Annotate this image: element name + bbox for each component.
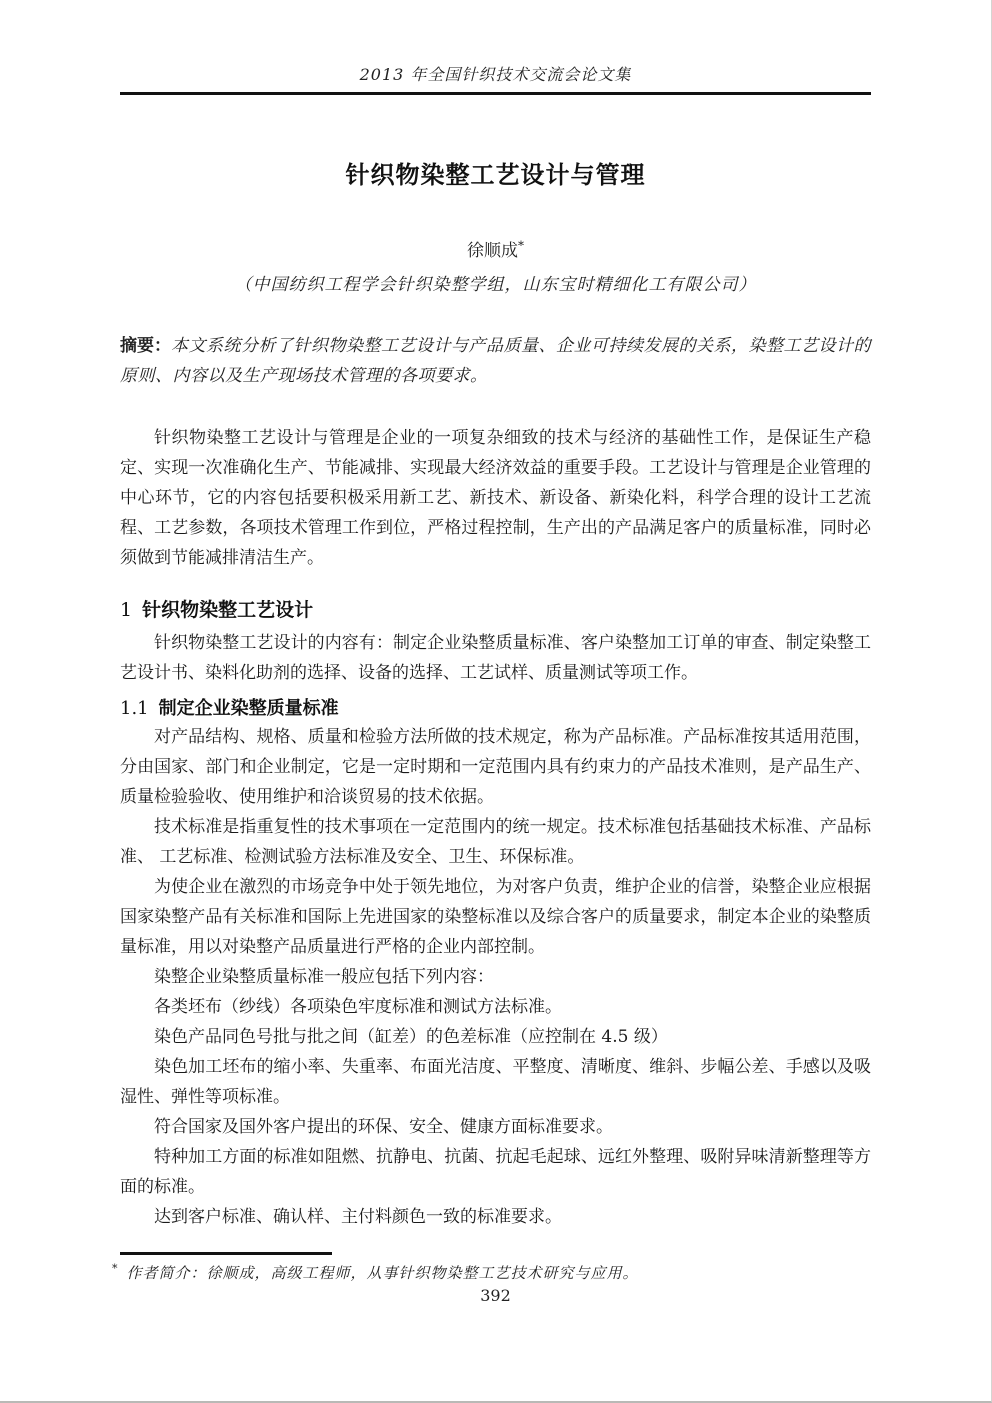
- section-1-number: 1: [120, 599, 133, 621]
- body-paragraph: 染色加工坯布的缩小率、失重率、布面光洁度、平整度、清晰度、维斜、步幅公差、手感以及吸湿性、弹性等项标准。: [120, 1057, 871, 1107]
- body-paragraph: 符合国家及国外客户提出的环保、安全、健康方面标准要求。: [154, 1117, 613, 1137]
- section-1-title: 针织物染整工艺设计: [142, 599, 314, 621]
- affiliation: （中国纺织工程学会针织染整学组，山东宝时精细化工有限公司）: [234, 275, 757, 295]
- section-1-lead-paragraph: 针织物染整工艺设计的内容有：制定企业染整质量标准、客户染整加工订单的审查、制定染整工艺设计书、染料化助剂的选择、设备的选择、工艺试样、质量测试等项工作。: [120, 633, 871, 683]
- author-footnote-mark: *: [518, 238, 524, 253]
- intro-paragraph: 针织物染整工艺设计与管理是企业的一项复杂细致的技术与经济的基础性工作，是保证生产稳定、实现一次准确化生产、节能减排、实现最大经济效益的重要手段。工艺设计与管理是企业管理的中心环节，它的内容包括要积极采用新工艺、新技术、新设备、新染化料，科学合理的设计工艺流程、工艺参数，各项技术管理工作到位，严格过程控制，生产出的产品满足客户的质量标准，同时必须做到节能减排清洁生产。: [120, 428, 871, 568]
- body-paragraph: 达到客户标准、确认样、主付料颜色一致的标准要求。: [154, 1207, 562, 1227]
- author-line: [120, 236, 871, 261]
- body-paragraph: 染色产品同色号批与批之间（缸差）的色差标准（应控制在 4.5 级）: [154, 1027, 668, 1047]
- body-paragraph: 技术标准是指重复性的技术事项在一定范围内的统一规定。技术标准包括基础技术标准、产品标准、 工艺标准、检测试验方法标准及安全、卫生、环保标准。: [120, 817, 871, 867]
- abstract-label: 摘要：: [120, 336, 171, 356]
- footnote-marker: *: [112, 1262, 119, 1275]
- body-paragraph: 各类坯布（纱线）各项染色牢度标准和测试方法标准。: [154, 997, 562, 1017]
- header-rule: [120, 92, 871, 95]
- section-1-1-heading: [120, 694, 871, 720]
- body-paragraph: 染整企业染整质量标准一般应包括下列内容：: [154, 967, 494, 987]
- running-head: 2013 年全国针织技术交流会论文集: [359, 65, 632, 84]
- section-1-1-title: 制定企业染整质量标准: [158, 698, 339, 719]
- page-number: 392: [480, 1286, 511, 1305]
- section-1-1-number: 1.1: [120, 698, 149, 719]
- footnote: [112, 1262, 752, 1283]
- paper-title: 针织物染整工艺设计与管理: [345, 161, 646, 189]
- footnote-text: 作者简介：徐顺成，高级工程师，从事针织物染整工艺技术研究与应用。: [126, 1264, 639, 1282]
- body-paragraph: 为使企业在激烈的市场竞争中处于领先地位，为对客户负责，维护企业的信誉，染整企业应根据国家染整产品有关标准和国际上先进国家的染整标准以及综合客户的质量要求，制定本企业的染整质量标准，用以对染整产品质量进行严格的企业内部控制。: [120, 877, 871, 957]
- body-paragraph: 特种加工方面的标准如阻燃、抗静电、抗菌、抗起毛起球、远红外整理、吸附异味清新整理等方面的标准。: [120, 1147, 871, 1197]
- section-1-heading: [120, 595, 871, 622]
- footnote-rule: [120, 1252, 332, 1255]
- body-paragraph: 对产品结构、规格、质量和检验方法所做的技术规定，称为产品标准。产品标准按其适用范围，分由国家、部门和企业制定，它是一定时期和一定范围内具有约束力的产品技术准则，是产品生产、质量检验验收、使用维护和洽谈贸易的技术依据。: [120, 727, 871, 807]
- author-name: 徐顺成: [467, 241, 518, 261]
- abstract: [120, 331, 871, 391]
- abstract-text: 本文系统分析了针织物染整工艺设计与产品质量、企业可持续发展的关系，染整工艺设计的原则、内容以及生产现场技术管理的各项要求。: [120, 336, 871, 386]
